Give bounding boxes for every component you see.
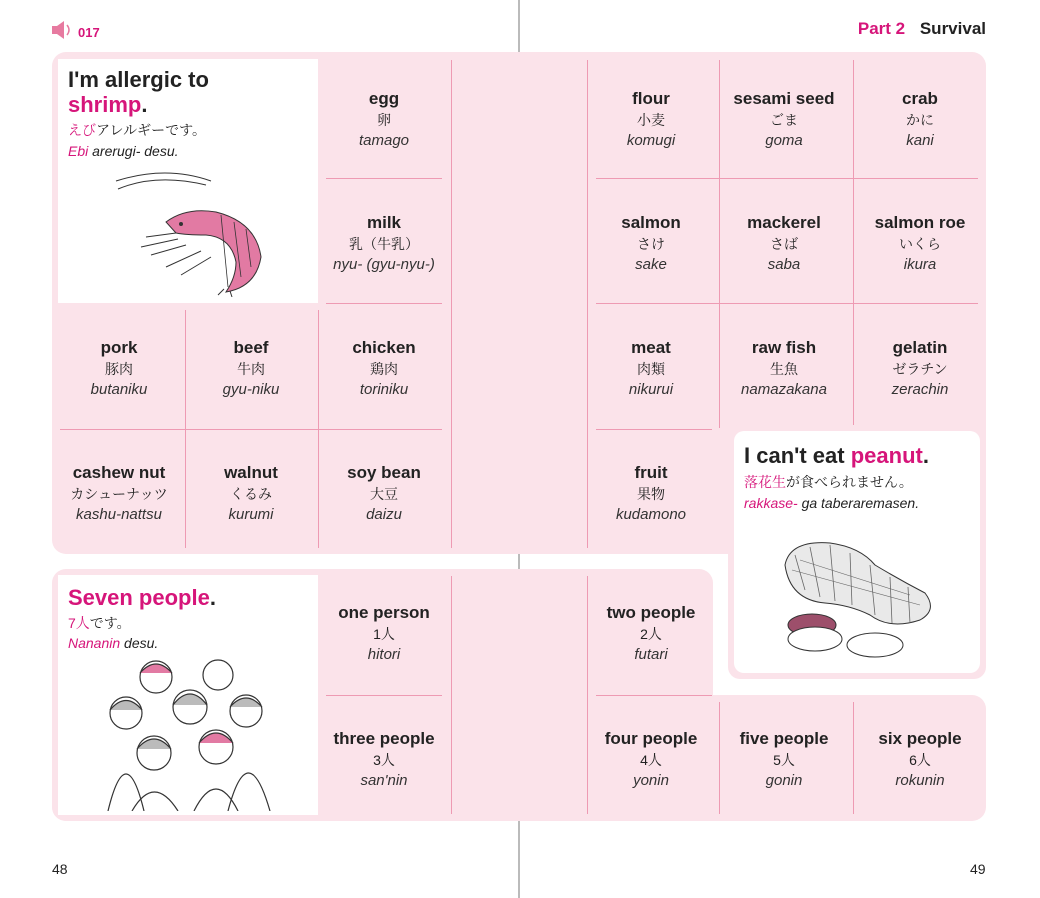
people-cell-four-people: four people 4人 yonin [604, 729, 698, 789]
grid-divider [326, 178, 442, 179]
food-cell-beef: beef 牛肉 gyu-niku [222, 338, 280, 398]
grid-divider [719, 702, 720, 814]
part-header [858, 19, 986, 39]
allergy-japanese: えびアレルギーです。 [68, 122, 206, 138]
food-cell-pork: pork 豚肉 butaniku [90, 338, 148, 398]
grid-divider [587, 60, 588, 548]
food-cell-chicken: chicken 鶏肉 toriniku [352, 338, 416, 398]
page-number-left: 48 [52, 861, 68, 877]
food-cell-flour: flour 小麦 komugi [626, 89, 676, 149]
people-romaji: Nananin desu. [68, 635, 159, 651]
food-cell-sesami-seed: sesami seed ごま goma [733, 89, 835, 149]
audio-track[interactable] [52, 20, 100, 45]
grid-divider [326, 303, 442, 304]
food-cell-cashew-nut: cashew nut カシューナッツ kashu-nattsu [70, 463, 168, 523]
food-cell-raw-fish: raw fish 生魚 namazakana [741, 338, 827, 398]
grid-divider [596, 695, 712, 696]
grid-divider [596, 178, 978, 179]
grid-divider [326, 695, 442, 696]
grid-divider [596, 429, 712, 430]
food-cell-walnut: walnut くるみ kurumi [224, 463, 278, 523]
group-of-people-illustration [98, 655, 278, 811]
grid-divider [719, 60, 720, 428]
peanut-title: I can't eat peanut. [744, 443, 929, 468]
grid-divider [587, 576, 588, 814]
grid-divider [853, 60, 854, 428]
people-cell-two-people: two people 2人 futari [606, 603, 696, 663]
grid-divider [451, 576, 452, 814]
food-cell-mackerel: mackerel さば saba [747, 213, 821, 273]
food-cell-gelatin: gelatin ゼラチン zerachin [891, 338, 949, 398]
section-label: Survival [919, 19, 986, 38]
people-cell-six-people: six people 6人 rokunin [878, 729, 962, 789]
peanut-illustration [780, 535, 940, 661]
grid-divider [853, 702, 854, 814]
page-number-right: 49 [970, 861, 986, 877]
food-cell-fruit: fruit 果物 kudamono [615, 463, 687, 523]
food-cell-salmon-roe: salmon roe いくら ikura [874, 213, 966, 273]
food-cell-milk: milk 乳（牛乳） nyu- (gyu-nyu-) [333, 213, 435, 273]
peanut-romaji: rakkase- ga taberaremasen. [744, 495, 920, 511]
people-cell-one-person: one person 1人 hitori [338, 603, 430, 663]
people-cell-three-people: three people 3人 san'nin [333, 729, 435, 789]
food-cell-egg: egg 卵 tamago [358, 89, 410, 149]
food-cell-soy-bean: soy bean 大豆 daizu [347, 463, 421, 523]
food-cell-crab: crab かに kani [902, 89, 938, 149]
track-number: 017 [78, 25, 100, 40]
people-cell-five-people: five people 5人 gonin [739, 729, 829, 789]
peanut-japanese: 落花生が食べられません。 [744, 474, 913, 490]
grid-divider [451, 60, 452, 548]
grid-divider [596, 303, 978, 304]
grid-divider [60, 429, 442, 430]
speaker-icon [52, 20, 74, 45]
peanut-phrase-card [734, 431, 980, 673]
food-cell-meat: meat 肉類 nikurui [628, 338, 674, 398]
allergy-title: I'm allergic to shrimp. [68, 67, 209, 117]
food-cell-salmon: salmon さけ sake [621, 213, 681, 273]
people-title: Seven people. [68, 585, 216, 610]
people-phrase-card [58, 575, 318, 815]
allergy-phrase-card [58, 59, 318, 303]
part-label: Part 2 [857, 19, 906, 38]
people-japanese: 7人です。 [68, 615, 131, 631]
allergy-romaji: Ebi arerugi- desu. [68, 143, 179, 159]
shrimp-illustration [106, 167, 276, 297]
